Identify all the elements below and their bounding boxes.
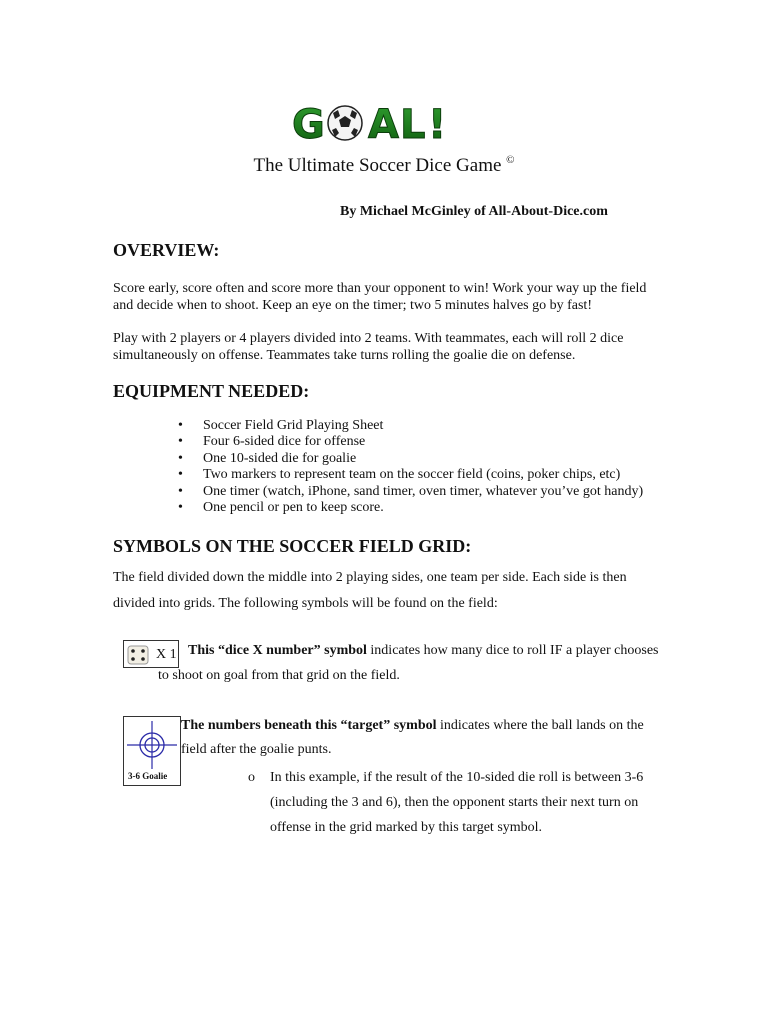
- dice-multiplier-label: X 1: [156, 647, 177, 662]
- target-symbol-box: [123, 716, 181, 786]
- list-item: • One 10-sided die for goalie: [160, 451, 643, 467]
- goalie-range-label: 3-6 Goalie: [128, 771, 168, 781]
- copyright-mark: ©: [506, 154, 515, 166]
- logo-letter-g: G: [292, 102, 325, 146]
- author-byline: By Michael McGinley of All-About-Dice.com: [340, 204, 608, 219]
- symbols-intro: The field divided down the middle into 2 playing sides, one team per side. Each side is then divided into grids. The following symbols will be found on the field:: [113, 570, 627, 611]
- subtitle-text: The Ultimate Soccer Dice Game: [253, 155, 502, 176]
- goal-logo-graphic: [292, 100, 452, 146]
- list-item: • Four 6-sided dice for offense: [160, 434, 643, 450]
- die-icon: [127, 645, 149, 665]
- overview-heading: OVERVIEW:: [113, 240, 220, 260]
- logo-letter-a: A: [368, 102, 399, 146]
- soccer-ball-icon: [328, 106, 362, 140]
- hollow-bullet: o: [248, 770, 255, 785]
- list-item: • Soccer Field Grid Playing Sheet: [160, 418, 643, 434]
- symbols-heading: SYMBOLS ON THE SOCCER FIELD GRID:: [113, 536, 472, 556]
- list-item: • One timer (watch, iPhone, sand timer, oven timer, whatever you’ve got handy): [160, 484, 643, 500]
- target-icon: [127, 721, 177, 771]
- target-symbol-line-1: [181, 713, 644, 738]
- overview-paragraph-2: Play with 2 players or 4 players divided into 2 teams. With teammates, each will roll 2 dice simultaneously on offense. Teammates take turns rolling the goalie die on defense.: [113, 331, 624, 363]
- equipment-list: [160, 418, 643, 516]
- equipment-heading: EQUIPMENT NEEDED:: [113, 381, 310, 401]
- logo-letter-l: L: [400, 102, 426, 146]
- target-symbol-line-2: field after the goalie punts.: [181, 742, 332, 757]
- target-example-text: In this example, if the result of the 10-sided die roll is between 3-6 (including the 3 and 6), then the opponent starts their next turn on offense in the grid marked by this target symbol.: [270, 770, 644, 835]
- dice-symbol-line-2: to shoot on goal from that grid on the field.: [158, 668, 400, 683]
- target-symbol-rest: indicates where the ball lands on the: [436, 718, 644, 733]
- dice-symbol-bold: This “dice X number” symbol: [188, 643, 367, 658]
- dice-symbol-line-1: [188, 638, 659, 663]
- overview-paragraph-1: Score early, score often and score more than your opponent to win! Work your way up the field and decide when to shoot. Keep an eye on the timer; two 5 minutes halves go by fast!: [113, 281, 647, 313]
- page-subtitle: [0, 154, 768, 177]
- target-symbol-bold: The numbers beneath this “target” symbol: [181, 718, 437, 733]
- dice-symbol-rest: indicates how many dice to roll IF a player chooses: [366, 643, 659, 658]
- logo-letter-exclaim: !: [428, 102, 447, 146]
- list-item: • One pencil or pen to keep score.: [160, 500, 643, 516]
- goal-logo: [0, 100, 740, 146]
- list-item: • Two markers to represent team on the soccer field (coins, poker chips, etc): [160, 467, 643, 483]
